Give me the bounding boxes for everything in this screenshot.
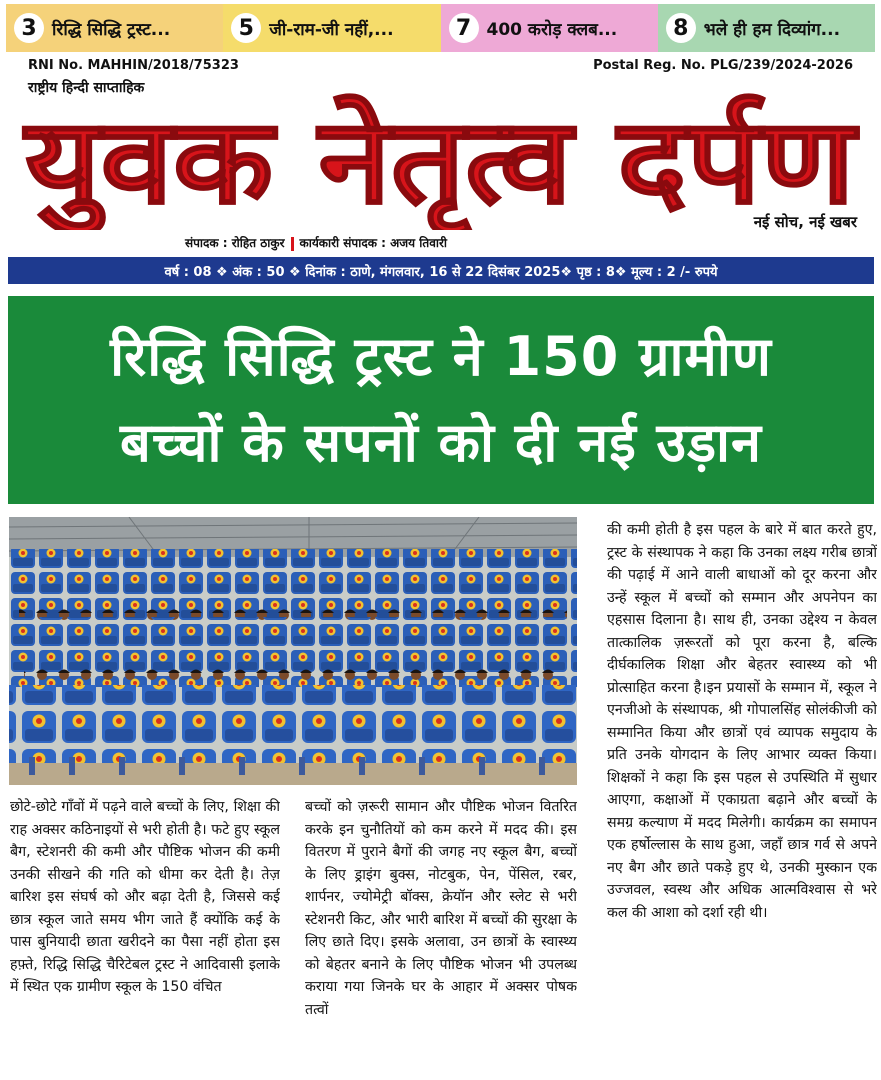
- teaser-page-number: 5: [231, 13, 261, 43]
- newspaper-logo: [18, 80, 863, 230]
- postal-registration: Postal Reg. No. PLG/239/2024-2026: [593, 58, 853, 73]
- teaser-text: भले ही हम दिव्यांग...: [703, 19, 841, 40]
- article-column-2: बच्चों को ज़रूरी सामान और पौष्टिक भोजन वितरित करके इन चुनौतियों को कम करने में मदद की। इस वितरण में पुराने बैगों की जगह नए स्कूल बैग, बच्चों के लिए ड्राइंग बुक्स, नोटबुक, पेन, पेंसिल, रबर, शार्पनर, ज्योमेट्री बॉक्स, क्रेयॉन और स्लेट से भरी स्टेशनरी किट, और भारी बारिश में बच्चों की सुरक्षा के लिए छाते दिए। इसके अलावा, उन छात्रों के स्वास्थ्य को बेहतर बनाने के लिए पौष्टिक भोजन भी उपलब्ध कराया गया जिनके घर के आहार में अक्सर पोषक तत्वों: [305, 799, 577, 1018]
- rni-number: RNI No. MAHHIN/2018/75323: [28, 58, 239, 73]
- publication-kicker: राष्ट्रीय हिन्दी साप्ताहिक: [28, 80, 145, 96]
- teaser-page-7[interactable]: [441, 4, 658, 52]
- headline-banner: [8, 296, 874, 504]
- teaser-page-8[interactable]: [658, 4, 875, 52]
- teaser-text: जी-राम-जी नहीं,...: [269, 19, 394, 40]
- teaser-page-5[interactable]: [223, 4, 440, 52]
- headline-line-1: रिद्धि सिद्धि ट्रस्ट ने 150 ग्रामीण: [110, 325, 772, 388]
- teaser-strip: [6, 4, 875, 52]
- teaser-page-number: 3: [14, 13, 44, 43]
- teaser-page-number: 7: [449, 13, 479, 43]
- tagline: नई सोच, नई खबर: [753, 213, 857, 231]
- editors-line: [185, 234, 447, 251]
- teaser-page-3[interactable]: [6, 4, 223, 52]
- teaser-text: रिद्धि सिद्धि ट्रस्ट...: [52, 19, 171, 40]
- executive-editor-name: कार्यकारी संपादक : अजय तिवारी: [299, 236, 448, 250]
- dateline-bar: वर्ष : 08 ❖ अंक : 50 ❖ दिनांक : ठाणे, मंगलवार, 16 से 22 दिसंबर 2025❖ पृष्ठ : 8❖ मूल्य : 2 /- रुपये: [8, 257, 874, 284]
- article-column-3: की कमी होती है इस पहल के बारे में बात करते हुए, ट्रस्ट के संस्थापक ने कहा कि उनका लक्ष्य गरीब छात्रों की पढ़ाई में आने वाली बाधाओं को दूर करना और उन्हें स्कूल में बच्चों को सम्मान और अपनेपन का एहसास दिलाना है। साथ ही, उनका उद्देश्य न केवल तात्कालिक ज़रूरतों को पूरा करना है, बल्कि दीर्घकालिक शिक्षा और बेहतर स्वास्थ्य को भी प्रोत्साहित करना है।इन प्रयासों के सम्मान में, स्कूल ने एनजीओ के संस्थापक, श्री गोपालसिंह सोलंकीजी को सम्मानित किया और छात्रों एवं व्यापक समुदाय के प्रति उनके योगदान के लिए आभार व्यक्त किया। शिक्षकों ने कहा कि इस पहल से उपस्थिति में सुधार आएगा, कक्षाओं में एकाग्रता बढ़ाने और बच्चों के समग्र कल्याण में मदद मिलेगी। कार्यक्रम का समापन एक हर्षोल्लास के साथ हुआ, जहाँ छात्र गर्व से अपने नए बैग और छाते पकड़े हुए थे, उनकी मुस्कान एक उज्जवल, स्वस्थ और अधिक आत्मविश्वास से भरे कल की आशा को दर्शा रही थी।: [607, 522, 877, 921]
- editor-name: संपादक : रोहित ठाकुर: [185, 236, 285, 250]
- newspaper-title: युवक नेतृत्व दर्पण: [25, 92, 777, 230]
- divider: [291, 237, 294, 251]
- teaser-text: 400 करोड़ क्लब...: [486, 19, 618, 40]
- article-column-1: छोटे-छोटे गाँवों में पढ़ने वाले बच्चों के लिए, शिक्षा की राह अक्सर कठिनाइयों से भरी होती है। फटे हुए स्कूल बैग, स्टेशनरी की कमी और पौष्टिक भोजन की कमी उनकी सीखने की गति को धीमा कर देती है। तेज़ बारिश इस संघर्ष को और बढ़ा देती है, जिससे कई छात्र स्कूल जाते समय भीग जाते हैं क्योंकि कई के पास बुनियादी छाता खरीदने का पैसा नहीं होता इस हफ़्ते, रिद्धि सिद्धि चैरिटेबल ट्रस्ट ने आदिवासी इलाके में स्थित एक ग्रामीण स्कूल के 150 वंचित: [10, 799, 280, 995]
- headline-line-2: बच्चों के सपनों को दी नई उड़ान: [120, 411, 762, 474]
- news-photo: [9, 517, 577, 785]
- teaser-page-number: 8: [666, 13, 696, 43]
